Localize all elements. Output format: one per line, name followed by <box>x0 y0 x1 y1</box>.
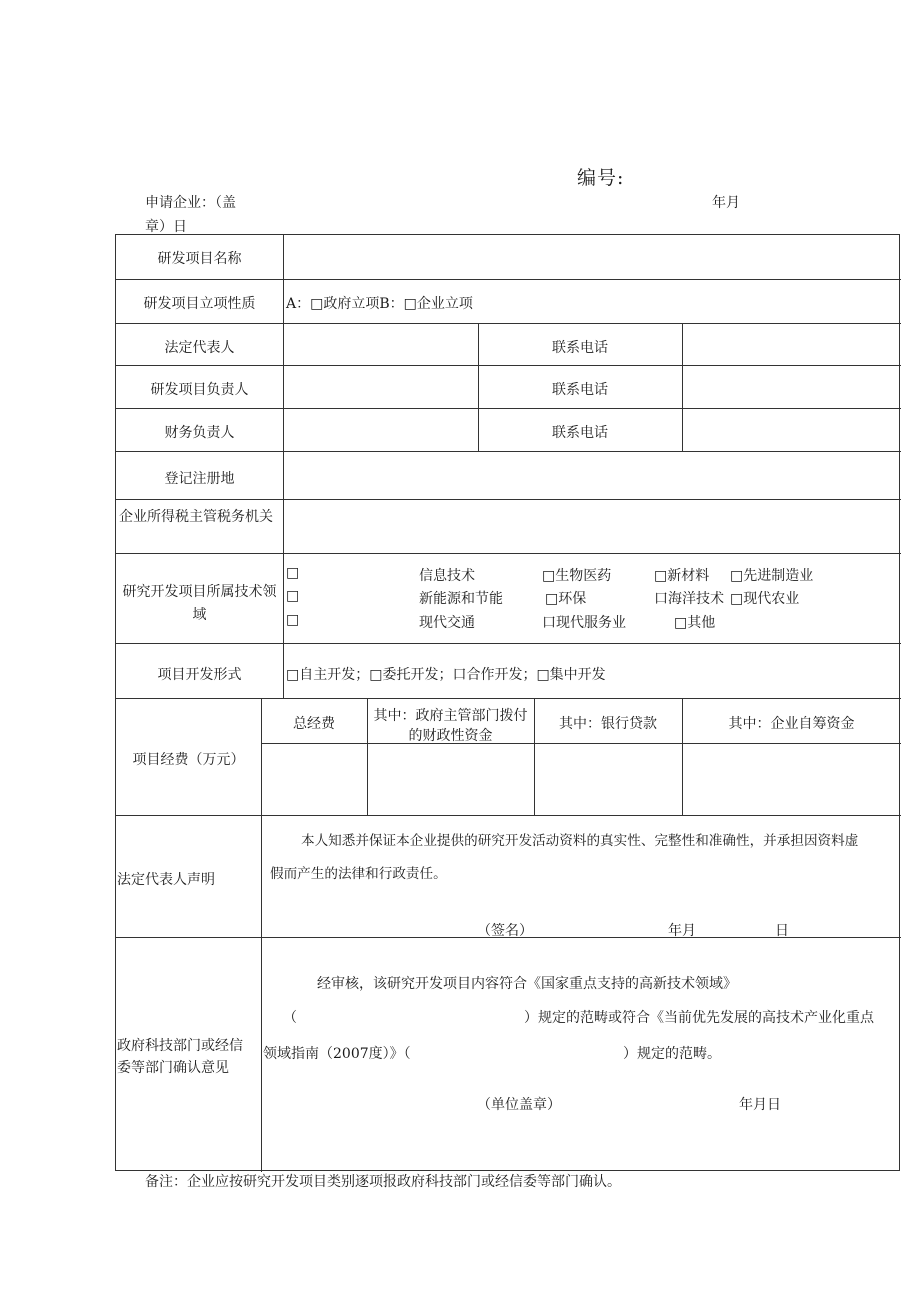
tech-field-transport[interactable]: 现代交通 <box>419 615 475 631</box>
review-label: 政府科技部门或经信 <box>117 1038 243 1054</box>
project-name-label: 研发项目名称 <box>157 251 242 267</box>
dev-form-options[interactable]: □自主开发；□委托开发；口合作开发；□集中开发 <box>286 667 606 683</box>
dev-form-label: 项目开发形式 <box>157 667 242 683</box>
row-divider <box>116 323 901 324</box>
declaration-text: 本人知悉并保证本企业提供的研究开发活动资料的真实性、完整性和准确性，并承担因资料虚 <box>301 833 859 849</box>
project-nature-label: 研发项目立项性质 <box>143 296 256 312</box>
legal-rep-label: 法定代表人 <box>164 340 235 356</box>
declaration-label: 法定代表人声明 <box>117 872 215 888</box>
footer-note: 备注：企业应按研究开发项目类别逐项报政府科技部门或经信委等部门确认。 <box>145 1174 621 1190</box>
funding-bank-header: 其中：银行贷款 <box>559 716 657 732</box>
row-divider <box>116 815 901 816</box>
review-text-open-paren: （ <box>283 1010 297 1026</box>
project-lead-phone-field[interactable] <box>687 370 895 402</box>
row-divider <box>116 279 901 280</box>
tech-field-energy[interactable]: 新能源和节能 <box>419 591 503 607</box>
tax-authority-field[interactable] <box>288 504 893 548</box>
funding-gov-header: 其中：政府主管部门拨付 <box>373 708 528 724</box>
review-date: 年月日 <box>739 1097 781 1113</box>
review-text-line3: 领域指南（2007度）》（ <box>263 1046 411 1062</box>
registration-field[interactable] <box>288 456 893 494</box>
review-seal-label: （单位盖章） <box>477 1097 561 1113</box>
tech-field-bio[interactable]: □生物医药 <box>542 568 612 584</box>
tech-field-label: 研究开发项目所属技术领 <box>122 584 277 600</box>
review-label-cont: 委等部门确认意见 <box>117 1060 229 1076</box>
project-lead-phone-label: 联系电话 <box>552 382 608 398</box>
review-text: 经审核，该研究开发项目内容符合《国家重点支持的高新技术领域》 <box>317 976 737 992</box>
finance-lead-phone-field[interactable] <box>687 413 895 445</box>
tech-field-service[interactable]: 口现代服务业 <box>542 615 626 631</box>
tech-field-checkbox-3[interactable]: □ <box>286 612 300 628</box>
tech-field-other[interactable]: □其他 <box>674 615 716 631</box>
row-divider <box>261 743 901 744</box>
tech-field-label-cont: 域 <box>192 607 207 623</box>
header-year-month: 年月 <box>712 195 740 211</box>
tech-field-checkbox-1[interactable]: □ <box>286 565 300 581</box>
row-divider <box>116 553 901 554</box>
funding-gov-field[interactable] <box>372 748 529 810</box>
row-divider <box>116 365 901 366</box>
applicant-label: 申请企业：（盖 <box>145 195 236 211</box>
col-divider <box>261 698 262 1172</box>
serial-number-label: 编号: <box>577 167 625 189</box>
tech-field-manufacturing[interactable]: □先进制造业 <box>730 568 814 584</box>
project-lead-field[interactable] <box>288 370 473 402</box>
review-text-cont: ）规定的范畴或符合《当前优先发展的高技术产业化重点 <box>524 1010 874 1026</box>
funding-bank-field[interactable] <box>539 748 677 810</box>
col-divider <box>283 235 284 698</box>
project-lead-label: 研发项目负责人 <box>150 382 249 398</box>
tech-field-agri[interactable]: □现代农业 <box>730 591 800 607</box>
row-divider <box>116 499 901 500</box>
funding-gov-header-cont: 的财政性资金 <box>408 728 493 744</box>
tax-authority-label: 企业所得税主管税务机关 <box>119 509 273 525</box>
row-divider <box>116 643 901 644</box>
funding-total-header: 总经费 <box>293 716 335 732</box>
registration-label: 登记注册地 <box>164 471 235 487</box>
funding-total-field[interactable] <box>266 748 362 810</box>
declaration-sign-label: （签名） <box>477 923 533 939</box>
tech-field-env[interactable]: □环保 <box>545 591 587 607</box>
legal-rep-phone-field[interactable] <box>687 328 895 360</box>
tech-field-checkbox-2[interactable]: □ <box>286 588 300 604</box>
tech-field-marine[interactable]: 口海洋技术 <box>654 591 724 607</box>
applicant-label-cont: 章）日 <box>145 219 187 235</box>
legal-rep-phone-label: 联系电话 <box>552 340 608 356</box>
declaration-text-cont: 假而产生的法律和行政责任。 <box>270 866 447 882</box>
funding-self-field[interactable] <box>687 748 895 810</box>
declaration-year-month: 年月 <box>668 923 696 939</box>
declaration-day: 日 <box>775 923 789 939</box>
review-text-line3-end: ）规定的范畴。 <box>623 1046 721 1062</box>
project-name-field[interactable] <box>291 240 891 274</box>
row-divider <box>116 698 901 699</box>
col-divider <box>682 323 683 451</box>
legal-rep-field[interactable] <box>288 328 473 360</box>
project-nature-options[interactable]: A：□政府立项B：□企业立项 <box>286 296 473 312</box>
application-form-table <box>115 234 900 1171</box>
finance-lead-phone-label: 联系电话 <box>552 425 608 441</box>
funding-self-header: 其中：企业自筹资金 <box>728 716 855 732</box>
finance-lead-label: 财务负责人 <box>164 425 235 441</box>
row-divider <box>116 408 901 409</box>
tech-field-material[interactable]: □新材料 <box>654 568 710 584</box>
tech-field-it[interactable]: 信息技术 <box>419 568 475 584</box>
funding-label: 项目经费（万元） <box>132 752 245 768</box>
finance-lead-field[interactable] <box>288 413 473 445</box>
row-divider <box>116 451 901 452</box>
